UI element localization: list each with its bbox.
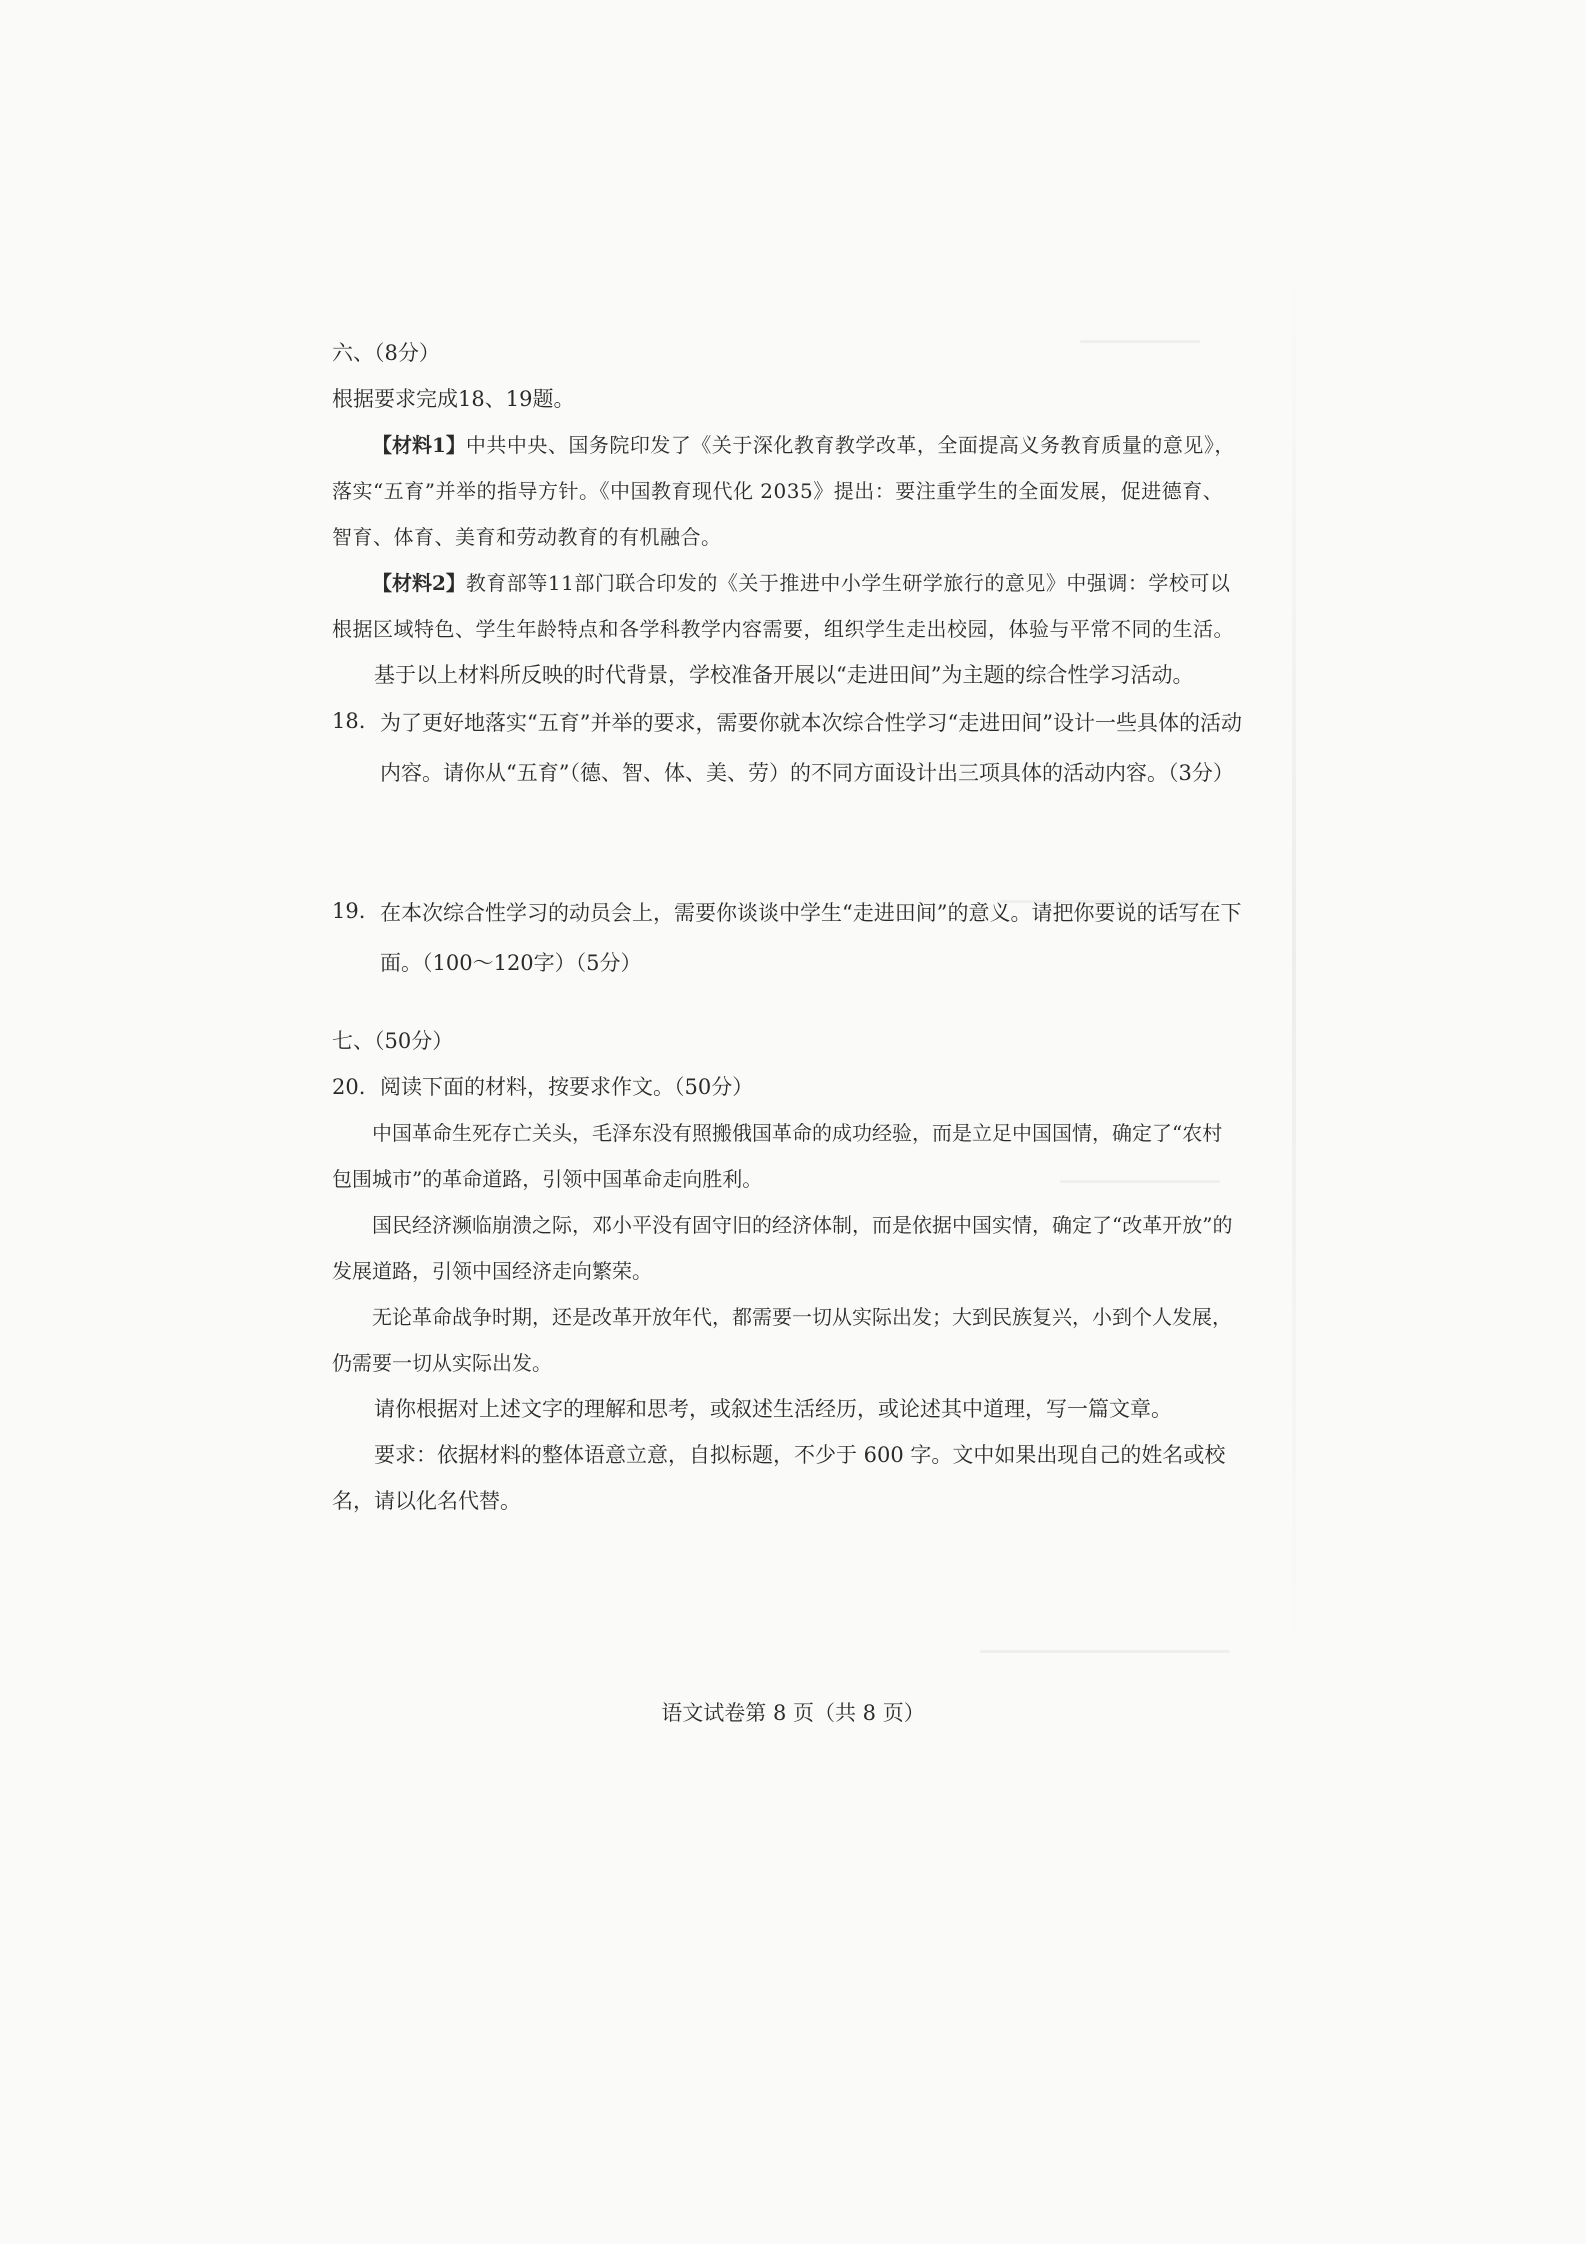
essay-requirements-paragraph: 要求：依据材料的整体语意立意，自拟标题，不少于 600 字。文中如果出现自己的姓名或校名，请以化名代替。 <box>332 1443 1226 1513</box>
question-20-text: 阅读下面的材料，按要求作文。（50分） <box>380 1075 754 1099</box>
material-2-label: 【材料2】 <box>372 571 466 595</box>
question-20-number: 20. <box>332 1075 366 1099</box>
essay-material-paragraph: 国民经济濒临崩溃之际，邓小平没有固守旧的经济体制，而是依据中国实情，确定了“改革开放”的发展道路，引领中国经济走向繁荣。 <box>332 1213 1233 1283</box>
question-19-number: 19. <box>332 899 366 923</box>
question-20 <box>332 1064 1242 1110</box>
essay-material-paragraph: 无论革命战争时期，还是改革开放年代，都需要一切从实际出发；大到民族复兴，小到个人发展，仍需要一切从实际出发。 <box>332 1305 1232 1375</box>
background-paragraph: 基于以上材料所反映的时代背景，学校准备开展以“走进田间”为主题的综合性学习活动。 <box>374 663 1194 687</box>
answer-space-18 <box>332 798 1242 888</box>
bleed-through-line <box>980 1650 1230 1653</box>
material-2-text: 教育部等11部门联合印发的《关于推进中小学生研学旅行的意见》中强调：学校可以根据区域特色、学生年龄特点和各学科教学内容需要，组织学生走出校园，体验与平常不同的生活。 <box>332 571 1234 641</box>
exam-content <box>332 330 1242 1524</box>
material-1-label: 【材料1】 <box>372 433 466 457</box>
answer-space-19 <box>332 988 1242 1018</box>
section-6-heading: 六、（8分） <box>332 341 440 365</box>
question-19-text: 在本次综合性学习的动员会上，需要你谈谈中学生“走进田间”的意义。请把你要说的话写在下面。（100～120字）（5分） <box>380 901 1242 975</box>
question-19 <box>332 888 1242 988</box>
section-7-heading: 七、（50分） <box>332 1029 454 1053</box>
essay-material-paragraph: 中国革命生死存亡关头，毛泽东没有照搬俄国革命的成功经验，而是立足中国国情，确定了“农村包围城市”的革命道路，引领中国革命走向胜利。 <box>332 1121 1223 1191</box>
material-1-text: 中共中央、国务院印发了《关于深化教育教学改革，全面提高义务教育质量的意见》，落实“五育”并举的指导方针。《中国教育现代化 2035》提出：要注重学生的全面发展，促进德育、智育、体育、美育和劳动教育的有机融合。 <box>332 433 1235 549</box>
material-1 <box>332 422 1242 560</box>
question-18-number: 18. <box>332 709 366 733</box>
question-18 <box>332 698 1242 798</box>
page-footer: 语文试卷第 8 页（共 8 页） <box>661 1701 925 1725</box>
scan-edge-shadow <box>1292 250 1296 1670</box>
question-18-text: 为了更好地落实“五育”并举的要求，需要你就本次综合性学习“走进田间”设计一些具体的活动内容。请你从“五育”（德、智、体、美、劳）的不同方面设计出三项具体的活动内容。（3分） <box>380 711 1242 785</box>
material-2 <box>332 560 1242 652</box>
section-6-instruction: 根据要求完成18、19题。 <box>332 387 575 411</box>
essay-task-paragraph: 请你根据对上述文字的理解和思考，或叙述生活经历，或论述其中道理，写一篇文章。 <box>374 1397 1172 1421</box>
